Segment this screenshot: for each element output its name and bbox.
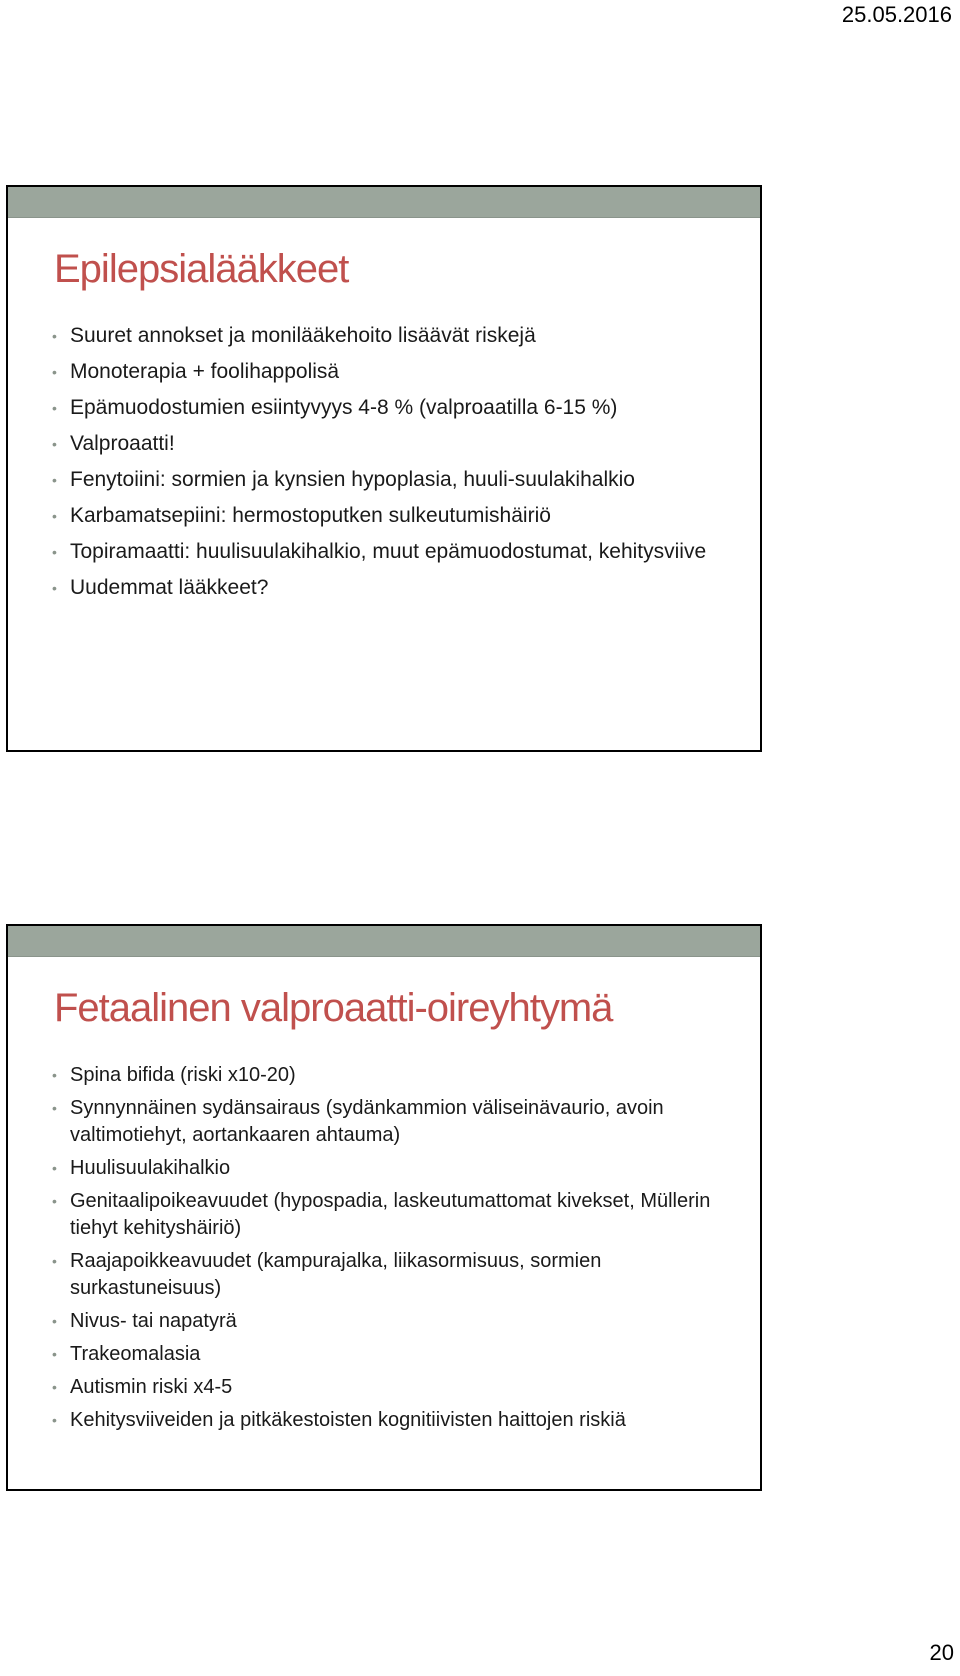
list-item: • Kehitysviiveiden ja pitkäkestoisten kognitiivisten haittojen riskiä (52, 1407, 730, 1434)
list-item: • Karbamatsepiini: hermostoputken sulkeutumishäiriö (52, 501, 730, 531)
bullet-icon: • (52, 1313, 57, 1329)
bullet-icon: • (52, 1346, 57, 1362)
list-item: • Fenytoiini: sormien ja kynsien hypoplasia, huuli-suulakihalkio (52, 465, 730, 495)
bullet-icon: • (52, 1160, 57, 1176)
list-item: • Nivus- tai napatyrä (52, 1308, 730, 1335)
list-item: • Valproaatti! (52, 429, 730, 459)
list-item: • Suuret annokset ja monilääkehoito lisäävät riskejä (52, 321, 730, 351)
bullet-icon: • (52, 580, 57, 596)
slide-header-bar (8, 926, 760, 957)
slide-title: Fetaalinen valproaatti-oireyhtymä (54, 986, 613, 1030)
bullet-list (52, 321, 730, 609)
slide-epilepsialaakkeet (6, 185, 762, 752)
list-item: • Uudemmat lääkkeet? (52, 573, 730, 603)
bullet-icon: • (52, 436, 57, 452)
bullet-icon: • (52, 1193, 57, 1209)
bullet-icon: • (52, 364, 57, 380)
list-item: • Spina bifida (riski x10-20) (52, 1062, 730, 1089)
list-item: • Genitaalipoikeavuudet (hypospadia, laskeutumattomat kivekset, Müllerin tiehyt kehityshäiriö) (52, 1190, 711, 1239)
bullet-list (52, 1062, 730, 1440)
bullet-icon: • (52, 328, 57, 344)
list-item: • Topiramaatti: huulisuulakihalkio, muut epämuodostumat, kehitysviive (52, 537, 730, 567)
slide-header-bar (8, 187, 760, 218)
bullet-icon: • (52, 1067, 57, 1083)
list-item: • Autismin riski x4-5 (52, 1374, 730, 1401)
bullet-icon: • (52, 1379, 57, 1395)
bullet-icon: • (52, 1412, 57, 1428)
list-item: • Raajapoikkeavuudet (kampurajalka, liikasormisuus, sormien surkastuneisuus) (52, 1250, 602, 1299)
slide-fetaalinen-valproaatti (6, 924, 762, 1491)
bullet-icon: • (52, 400, 57, 416)
list-item: • Huulisuulakihalkio (52, 1155, 730, 1182)
list-item: • Epämuodostumien esiintyvyys 4-8 % (valproaatilla 6-15 %) (52, 393, 730, 423)
page-number: 20 (929, 1640, 954, 1665)
list-item: • Trakeomalasia (52, 1341, 730, 1368)
bullet-icon: • (52, 544, 57, 560)
bullet-icon: • (52, 1253, 57, 1269)
print-date: 25.05.2016 (841, 2, 952, 27)
bullet-icon: • (52, 508, 57, 524)
bullet-icon: • (52, 472, 57, 488)
list-item: • Synnynnäinen sydänsairaus (sydänkammion väliseinävaurio, avoin valtimotiehyt, aortankaaren ahtauma) (52, 1097, 664, 1146)
bullet-icon: • (52, 1100, 57, 1116)
slide-title: Epilepsialääkkeet (54, 247, 349, 291)
list-item: • Monoterapia + foolihappolisä (52, 357, 730, 387)
